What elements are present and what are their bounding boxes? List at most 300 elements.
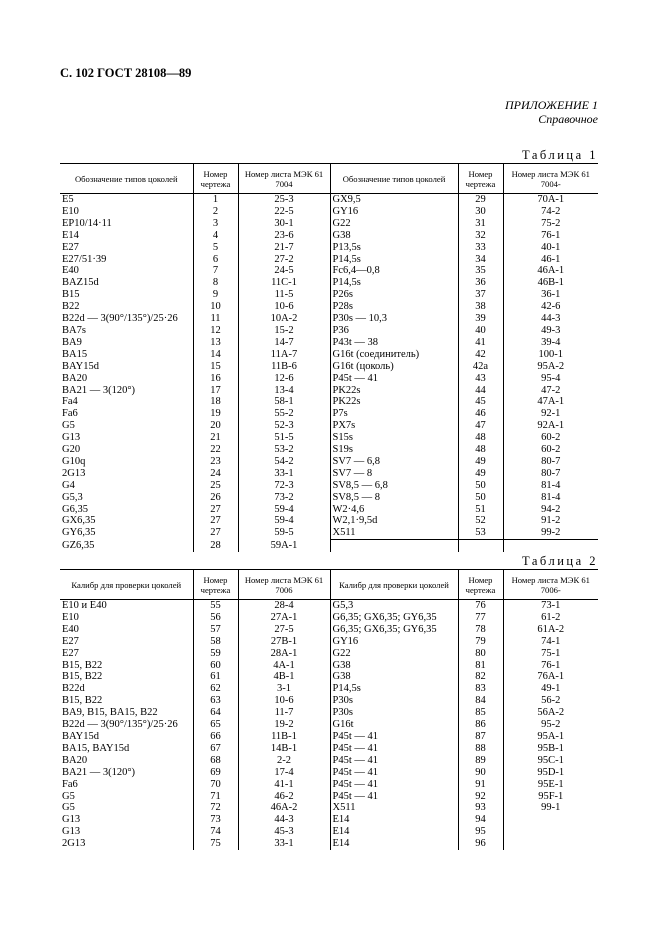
right-designation-cell: SV8,5 — 8 [330,492,458,504]
appendix-label [505,98,598,126]
left-sheet-cell: 51-5 [238,432,330,444]
right-drawing-cell: 87 [458,731,503,743]
left-designation-cell: GY6,35 [62,527,96,539]
right-drawing-cell: 33 [458,242,503,254]
right-sheet-cell: 49-1 [503,683,598,695]
right-sheet-cell: 76A-1 [503,671,598,683]
table2-header-gauge-left: Калибр для проверки цоколей [60,570,193,600]
left-designation-cell: G5 [62,790,75,802]
right-sheet-cell: 46B-1 [503,277,598,289]
table-row [60,468,598,480]
right-designation-cell: G6,35; GX6,35; GY6,35 [330,612,458,624]
right-sheet-cell: 100-1 [503,349,598,361]
right-drawing-cell: 86 [458,719,503,731]
left-sheet-cell: 33-1 [238,468,330,480]
right-drawing-cell: 47 [458,420,503,432]
left-designation-cell: G13 [62,814,81,826]
right-sheet-cell: 56-2 [503,695,598,707]
right-sheet-cell: 95A-1 [503,731,598,743]
right-designation-cell: G38 [330,230,458,242]
right-sheet-cell: 56A-2 [503,707,598,719]
table-row [60,242,598,254]
right-drawing-cell: 30 [458,206,503,218]
table-row [60,838,598,850]
left-designation-cell: BA21 — 3(120°) [62,766,136,778]
left-designation-cell: E27 [62,647,79,659]
left-sheet-cell: 4A-1 [238,660,330,672]
left-drawing-cell: 24 [193,468,238,480]
right-drawing-cell: 80 [458,648,503,660]
table2-header-drawing-left: Номер чертежа [193,570,238,600]
left-designation-cell: GZ6,35 [62,539,95,551]
right-sheet-cell: 42-6 [503,301,598,313]
left-sheet-cell: 3-1 [238,683,330,695]
right-sheet-cell: 95F-1 [503,791,598,803]
right-drawing-cell: 41 [458,337,503,349]
left-sheet-cell: 46-2 [238,791,330,803]
right-sheet-cell: 76-1 [503,660,598,672]
left-designation-cell: BA15 [62,348,88,360]
left-designation-cell: G10q [62,455,86,467]
left-drawing-cell: 20 [193,420,238,432]
left-designation-cell: E40 [62,623,79,635]
left-sheet-cell: 59-4 [238,515,330,527]
left-designation-cell: E10 [62,611,79,623]
table-row [60,373,598,385]
table-row [60,230,598,242]
right-designation-cell: P45t — 41 [330,791,458,803]
right-designation-cell: G5,3 [330,600,458,612]
left-drawing-cell: 75 [193,838,238,850]
right-sheet-cell: 95E-1 [503,779,598,791]
left-sheet-cell: 27A-1 [238,612,330,624]
left-drawing-cell: 69 [193,767,238,779]
right-designation-cell: W2,1·9,5d [330,515,458,527]
left-drawing-cell: 4 [193,230,238,242]
table2-caption: Таблица 2 [522,554,598,568]
left-sheet-cell: 11B-6 [238,361,330,373]
table-row [60,444,598,456]
left-designation-cell: B22 [62,301,80,313]
left-sheet-cell: 10-6 [238,695,330,707]
right-designation-cell: SV7 — 6,8 [330,456,458,468]
table-row [60,385,598,397]
left-sheet-cell: 27-5 [238,624,330,636]
table-row [60,218,598,230]
right-drawing-cell: 40 [458,325,503,337]
left-sheet-cell: 28-4 [238,600,330,612]
left-drawing-cell: 17 [193,385,238,397]
right-designation-cell: E14 [330,814,458,826]
right-sheet-cell: 95D-1 [503,767,598,779]
left-drawing-cell: 25 [193,480,238,492]
left-drawing-cell: 6 [193,254,238,266]
right-designation-cell: P36 [330,325,458,337]
table-row [60,277,598,289]
left-designation-cell: E40 [62,265,79,277]
left-drawing-cell: 64 [193,707,238,719]
table2 [60,569,598,850]
left-designation-cell: Fa6 [62,778,78,790]
right-drawing-cell: 49 [458,456,503,468]
right-sheet-cell: 75-2 [503,218,598,230]
left-sheet-cell: 2-2 [238,755,330,767]
right-designation-cell: G22 [330,218,458,230]
left-drawing-cell: 56 [193,612,238,624]
right-drawing-cell: 96 [458,838,503,850]
left-sheet-cell: 14-7 [238,337,330,349]
left-drawing-cell: 8 [193,277,238,289]
left-sheet-cell: 59-5 [238,527,330,539]
right-sheet-cell: 60-2 [503,444,598,456]
left-drawing-cell: 55 [193,600,238,612]
right-drawing-cell: 48 [458,432,503,444]
right-designation-cell: P14,5s [330,683,458,695]
right-designation-cell: G16t [330,719,458,731]
table-row [60,779,598,791]
right-drawing-cell: 42a [458,361,503,373]
left-designation-cell: B22d — 3(90°/135°)/25·26 [62,313,178,325]
left-sheet-cell: 10A-2 [238,313,330,325]
left-drawing-cell: 3 [193,218,238,230]
left-sheet-cell: 59A-1 [238,540,330,552]
table-row [60,492,598,504]
left-drawing-cell: 1 [193,194,238,206]
left-sheet-cell: 22-5 [238,206,330,218]
right-sheet-cell: 81-4 [503,492,598,504]
table-row [60,660,598,672]
right-designation-cell: X511 [330,527,458,539]
left-drawing-cell: 70 [193,779,238,791]
table-row [60,814,598,826]
right-designation-cell: S15s [330,432,458,444]
table-row [60,408,598,420]
right-drawing-cell: 49 [458,468,503,480]
left-designation-cell: E27 [62,241,79,253]
table-row [60,504,598,516]
right-sheet-cell: 80-7 [503,468,598,480]
right-drawing-cell: 53 [458,527,503,539]
right-sheet-cell: 46-1 [503,254,598,266]
right-designation-cell: SV7 — 8 [330,468,458,480]
right-sheet-cell: 99-2 [503,527,598,539]
left-drawing-cell: 16 [193,373,238,385]
table-row [60,254,598,266]
right-drawing-cell: 77 [458,612,503,624]
left-designation-cell: E5 [62,194,74,205]
table-row [60,731,598,743]
left-designation-cell: G5,3 [62,491,83,503]
left-drawing-cell: 23 [193,456,238,468]
left-designation-cell: B15, B22 [62,659,103,671]
right-designation-cell: GX9,5 [330,194,458,206]
right-drawing-cell: 51 [458,504,503,516]
table-row [60,826,598,838]
left-drawing-cell: 22 [193,444,238,456]
right-drawing-cell: 93 [458,802,503,814]
left-drawing-cell: 12 [193,325,238,337]
table-row [60,671,598,683]
right-sheet-cell [503,826,598,838]
right-drawing-cell: 39 [458,313,503,325]
table1-header-drawing-right: Номер чертежа [458,164,503,194]
left-sheet-cell: 44-3 [238,814,330,826]
left-drawing-cell: 61 [193,671,238,683]
left-designation-cell: G5 [62,802,75,814]
right-sheet-cell: 40-1 [503,242,598,254]
table-row [60,755,598,767]
left-drawing-cell: 63 [193,695,238,707]
right-drawing-cell: 94 [458,814,503,826]
left-designation-cell: BAY15d [62,730,99,742]
table-row [60,540,598,552]
right-drawing-cell: 43 [458,373,503,385]
left-sheet-cell: 11A-7 [238,349,330,361]
right-designation-cell: G22 [330,648,458,660]
left-sheet-cell: 25-3 [238,194,330,206]
right-designation-cell: X511 [330,802,458,814]
left-sheet-cell: 24-5 [238,265,330,277]
left-drawing-cell: 73 [193,814,238,826]
right-drawing-cell: 46 [458,408,503,420]
right-sheet-cell: 74-2 [503,206,598,218]
left-sheet-cell: 14B-1 [238,743,330,755]
left-drawing-cell: 62 [193,683,238,695]
table-row [60,456,598,468]
right-drawing-cell: 32 [458,230,503,242]
right-designation-cell: P14,5s [330,254,458,266]
right-sheet-cell [503,814,598,826]
table1-caption: Таблица 1 [522,148,598,162]
left-sheet-cell: 54-2 [238,456,330,468]
table-row [60,206,598,218]
right-drawing-cell: 88 [458,743,503,755]
left-designation-cell: B15 [62,289,80,301]
right-sheet-cell: 92A-1 [503,420,598,432]
right-designation-cell: P30s [330,707,458,719]
table-row [60,420,598,432]
table-row [60,767,598,779]
table2-header-sheet-right: Номер листа МЭК 61 7006- [503,570,598,600]
left-sheet-cell: 45-3 [238,826,330,838]
right-designation-cell: P7s [330,408,458,420]
left-sheet-cell: 55-2 [238,408,330,420]
left-designation-cell: B15, B22 [62,671,103,683]
table-row [60,707,598,719]
right-designation-cell: P14,5s [330,277,458,289]
right-drawing-cell: 79 [458,636,503,648]
right-drawing-cell: 35 [458,265,503,277]
left-drawing-cell: 65 [193,719,238,731]
table-row [60,301,598,313]
right-sheet-cell: 73-1 [503,600,598,612]
left-sheet-cell: 28A-1 [238,648,330,660]
table-row [60,337,598,349]
right-designation-cell: P26s [330,289,458,301]
left-designation-cell: BA20 [62,372,88,384]
table-row [60,612,598,624]
right-designation-cell: P30s — 10,3 [330,313,458,325]
table-row [60,695,598,707]
left-drawing-cell: 5 [193,242,238,254]
table2-header-gauge-right: Калибр для проверки цоколей [330,570,458,600]
right-sheet-cell: 95A-2 [503,361,598,373]
right-designation-cell: GY16 [330,636,458,648]
left-drawing-cell: 74 [193,826,238,838]
left-sheet-cell: 4B-1 [238,671,330,683]
left-drawing-cell: 60 [193,660,238,672]
right-sheet-cell: 99-1 [503,802,598,814]
left-sheet-cell: 11-5 [238,289,330,301]
right-sheet-cell: 60-2 [503,432,598,444]
left-designation-cell: BA9 [62,336,82,348]
left-drawing-cell: 19 [193,408,238,420]
right-drawing-cell: 81 [458,660,503,672]
left-sheet-cell: 11-7 [238,707,330,719]
right-sheet-cell: 94-2 [503,504,598,516]
left-sheet-cell: 10-6 [238,301,330,313]
left-sheet-cell: 21-7 [238,242,330,254]
right-sheet-cell: 75-1 [503,648,598,660]
left-sheet-cell: 46A-2 [238,802,330,814]
right-drawing-cell: 78 [458,624,503,636]
left-sheet-cell: 59-4 [238,504,330,516]
table-row [60,313,598,325]
left-drawing-cell: 2 [193,206,238,218]
left-sheet-cell: 33-1 [238,838,330,850]
left-designation-cell: BA15, BAY15d [62,742,130,754]
left-sheet-cell: 15-2 [238,325,330,337]
left-designation-cell: E27/51·39 [62,253,107,265]
right-designation-cell: G16t (цоколь) [330,361,458,373]
right-sheet-cell: 81-4 [503,480,598,492]
table-row [60,515,598,527]
left-sheet-cell: 19-2 [238,719,330,731]
left-designation-cell: BA7s [62,324,86,336]
left-designation-cell: E10 [62,205,79,217]
right-sheet-cell: 61A-2 [503,624,598,636]
left-designation-cell: BA9, B15, BA15, B22 [62,707,158,719]
table-row [60,600,598,612]
right-drawing-cell: 92 [458,791,503,803]
left-drawing-cell: 72 [193,802,238,814]
table-row [60,349,598,361]
left-drawing-cell: 15 [193,361,238,373]
left-drawing-cell: 28 [193,540,238,552]
right-designation-cell: PK22s [330,385,458,397]
right-designation-cell: P45t — 41 [330,731,458,743]
right-drawing-cell: 76 [458,600,503,612]
right-designation-cell: PX7s [330,420,458,432]
left-sheet-cell: 41-1 [238,779,330,791]
table-row [60,289,598,301]
left-designation-cell: G4 [62,479,75,491]
left-designation-cell: Fa4 [62,396,78,408]
right-sheet-cell: 91-2 [503,515,598,527]
right-designation-cell: E14 [330,838,458,850]
table-row [60,802,598,814]
left-drawing-cell: 27 [193,515,238,527]
left-designation-cell: G13 [62,432,81,444]
table-row [60,648,598,660]
left-drawing-cell: 57 [193,624,238,636]
right-designation-cell: P28s [330,301,458,313]
right-sheet-cell [503,540,598,552]
right-designation-cell: G16t (соединитель) [330,349,458,361]
right-drawing-cell: 84 [458,695,503,707]
left-sheet-cell: 30-1 [238,218,330,230]
left-sheet-cell: 53-2 [238,444,330,456]
right-designation-cell: P45t — 41 [330,779,458,791]
right-designation-cell: P45t — 41 [330,373,458,385]
left-sheet-cell: 27B-1 [238,636,330,648]
left-sheet-cell: 58-1 [238,396,330,408]
right-drawing-cell: 85 [458,707,503,719]
table-row [60,361,598,373]
table-row [60,265,598,277]
right-drawing-cell: 44 [458,385,503,397]
table-row [60,719,598,731]
left-designation-cell: E10 и E40 [62,600,107,611]
right-drawing-cell: 50 [458,480,503,492]
right-drawing-cell: 34 [458,254,503,266]
right-drawing-cell: 89 [458,755,503,767]
left-drawing-cell: 11 [193,313,238,325]
left-designation-cell: GX6,35 [62,515,96,527]
table-row [60,325,598,337]
left-sheet-cell: 11B-1 [238,731,330,743]
left-sheet-cell: 72-3 [238,480,330,492]
table1-header-designation-left: Обозначение типов цоколей [60,164,193,194]
left-designation-cell: E27 [62,635,79,647]
left-designation-cell: B22d — 3(90°/135°)/25·26 [62,719,178,731]
left-designation-cell: BA21 — 3(120°) [62,384,136,396]
left-drawing-cell: 13 [193,337,238,349]
table-row [60,624,598,636]
left-designation-cell: BAY15d [62,360,99,372]
left-designation-cell: B15, B22 [62,695,103,707]
left-designation-cell: BAZ15d [62,277,99,289]
left-drawing-cell: 7 [193,265,238,277]
right-drawing-cell: 82 [458,671,503,683]
right-designation-cell: G38 [330,660,458,672]
right-sheet-cell: 47A-1 [503,396,598,408]
right-designation-cell: W2·4,6 [330,504,458,516]
left-drawing-cell: 27 [193,504,238,516]
right-designation-cell: SV8,5 — 6,8 [330,480,458,492]
right-sheet-cell: 39-4 [503,337,598,349]
right-designation-cell: P43t — 38 [330,337,458,349]
left-sheet-cell: 17-4 [238,767,330,779]
right-drawing-cell: 36 [458,277,503,289]
table2-header-drawing-right: Номер чертежа [458,570,503,600]
left-drawing-cell: 67 [193,743,238,755]
right-drawing-cell: 91 [458,779,503,791]
table1-header-drawing-left: Номер чертежа [193,164,238,194]
right-sheet-cell [503,838,598,850]
left-drawing-cell: 66 [193,731,238,743]
table1-header-sheet-left: Номер листа МЭК 61 7004 [238,164,330,194]
left-drawing-cell: 59 [193,648,238,660]
right-drawing-cell: 29 [458,194,503,206]
table-row [60,480,598,492]
right-designation-cell: S19s [330,444,458,456]
right-sheet-cell: 49-3 [503,325,598,337]
table-row [60,636,598,648]
left-designation-cell: G20 [62,444,81,456]
left-designation-cell: G5 [62,420,75,432]
left-designation-cell: G6,35 [62,503,88,515]
